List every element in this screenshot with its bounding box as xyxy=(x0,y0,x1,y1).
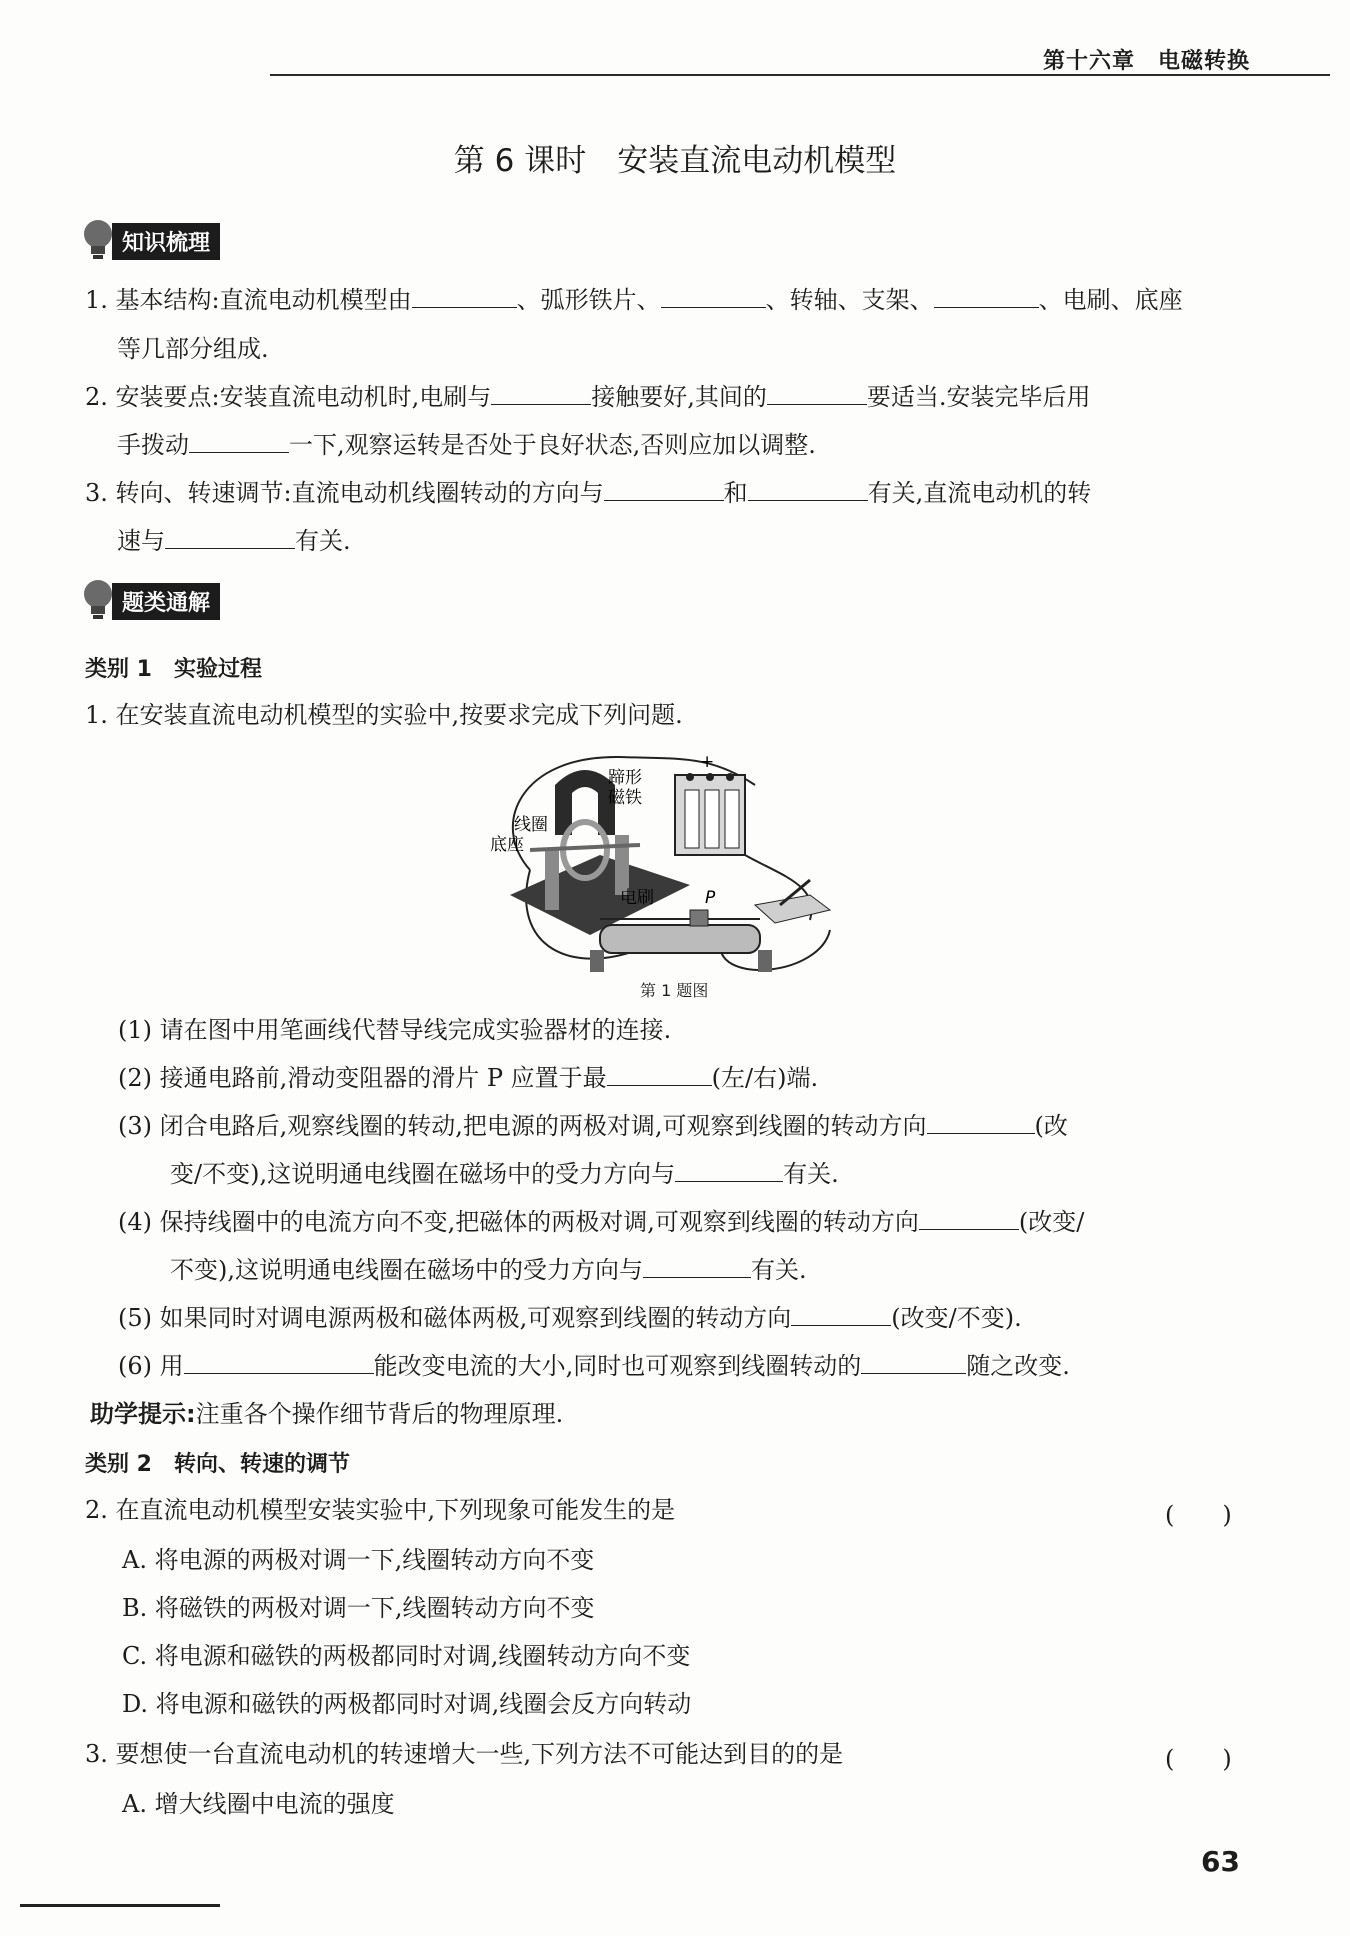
answer-parentheses[interactable]: ( ) xyxy=(1165,1745,1232,1773)
text: 2. 安装要点:安装直流电动机时,电刷与 xyxy=(85,383,492,411)
knowledge-item-1-cont: 等几部分组成. xyxy=(117,335,269,363)
text: 手拨动 xyxy=(117,431,189,459)
text: (改变/不变). xyxy=(891,1304,1022,1332)
knowledge-item-1 xyxy=(85,285,1183,315)
text: 要适当.安装完毕后用 xyxy=(866,383,1091,411)
problem-1-part-4-cont xyxy=(170,1255,807,1285)
section-knowledge xyxy=(80,218,220,264)
text: 、转轴、支架、 xyxy=(765,286,934,314)
text: (改变/ xyxy=(1018,1208,1085,1236)
answer-blank[interactable] xyxy=(919,1207,1019,1230)
hint-text: 注重各个操作细节背后的物理原理. xyxy=(195,1400,564,1428)
knowledge-item-3-cont xyxy=(117,526,351,556)
text: (5) 如果同时对调电源两极和磁体两极,可观察到线圈的转动方向 xyxy=(118,1304,792,1332)
answer-blank[interactable] xyxy=(604,478,724,501)
text: (改 xyxy=(1034,1112,1068,1140)
text: 和 xyxy=(723,479,748,507)
text: 有关,直流电动机的转 xyxy=(867,479,1092,507)
problem-1-part-4 xyxy=(118,1207,1084,1237)
section-label: 知识梳理 xyxy=(112,223,220,260)
text: 随之改变. xyxy=(966,1352,1070,1380)
option-b[interactable]: B. 将磁铁的两极对调一下,线圈转动方向不变 xyxy=(122,1594,595,1622)
chapter-header: 第十六章 电磁转换 xyxy=(1042,49,1250,74)
section-label: 题类通解 xyxy=(112,583,220,620)
text: 有关. xyxy=(783,1160,839,1188)
text: 接触要好,其间的 xyxy=(591,383,767,411)
figure-label-base: 底座 xyxy=(490,835,524,855)
lightbulb-icon xyxy=(80,578,116,624)
answer-blank[interactable] xyxy=(412,285,517,308)
figure-label-magnet: 磁铁 xyxy=(608,788,642,808)
problem-1-part-3-cont xyxy=(170,1159,839,1189)
text: 、弧形铁片、 xyxy=(516,286,661,314)
study-hint xyxy=(90,1399,563,1429)
text: (6) 用 xyxy=(118,1352,184,1380)
answer-parentheses[interactable]: ( ) xyxy=(1165,1501,1232,1529)
knowledge-item-2-cont xyxy=(117,430,816,460)
text: 不变),这说明通电线圈在磁场中的受力方向与 xyxy=(170,1256,643,1284)
figure-caption: 第 1 题图 xyxy=(640,981,709,1000)
problem-3-stem: 3. 要想使一台直流电动机的转速增大一些,下列方法不可能达到目的的是 xyxy=(85,1740,844,1768)
motor-circuit-figure xyxy=(490,745,870,995)
text: 一下,观察运转是否处于良好状态,否则应加以调整. xyxy=(289,431,816,459)
figure-label-slider: P xyxy=(705,888,716,908)
problem-1-part-1: (1) 请在图中用笔画线代替导线完成实验器材的连接. xyxy=(118,1016,672,1044)
figure-label-brush: 电刷 xyxy=(620,888,654,908)
knowledge-item-3 xyxy=(85,478,1091,508)
option-a[interactable]: A. 增大线圈中电流的强度 xyxy=(122,1790,395,1818)
text: 变/不变),这说明通电线圈在磁场中的受力方向与 xyxy=(170,1160,676,1188)
text: (3) 闭合电路后,观察线圈的转动,把电源的两极对调,可观察到线圈的转动方向 xyxy=(118,1112,927,1140)
footer-rule xyxy=(20,1904,220,1907)
problem-1-part-5 xyxy=(118,1303,1022,1333)
text: 有关. xyxy=(295,527,351,555)
answer-blank[interactable] xyxy=(927,1111,1035,1134)
hint-label: 助学提示: xyxy=(90,1400,196,1428)
answer-blank[interactable] xyxy=(791,1303,891,1326)
text: (2) 接通电路前,滑动变阻器的滑片 P 应置于最 xyxy=(118,1064,607,1092)
answer-blank[interactable] xyxy=(767,382,867,405)
option-a[interactable]: A. 将电源的两极对调一下,线圈转动方向不变 xyxy=(122,1546,595,1574)
knife-switch xyxy=(755,880,830,923)
lesson-title: 第 6 课时 安装直流电动机模型 xyxy=(453,143,897,179)
problem-1-part-3 xyxy=(118,1111,1068,1141)
answer-blank[interactable] xyxy=(491,382,591,405)
category-heading: 类别 2 转向、转速的调节 xyxy=(85,1452,350,1477)
header-rule xyxy=(270,74,1330,76)
option-d[interactable]: D. 将电源和磁铁的两极都同时对调,线圈会反方向转动 xyxy=(122,1690,692,1718)
figure-label-coil: 线圈 xyxy=(514,815,548,835)
answer-blank[interactable] xyxy=(643,1255,751,1278)
answer-blank[interactable] xyxy=(607,1063,712,1086)
problem-2-stem: 2. 在直流电动机模型安装实验中,下列现象可能发生的是 xyxy=(85,1496,676,1524)
problem-1-part-6 xyxy=(118,1351,1070,1381)
lightbulb-icon xyxy=(80,218,116,264)
battery-pack xyxy=(675,773,745,855)
answer-blank[interactable] xyxy=(189,430,289,453)
text: (4) 保持线圈中的电流方向不变,把磁体的两极对调,可观察到线圈的转动方向 xyxy=(118,1208,919,1236)
text: 、电刷、底座 xyxy=(1038,286,1183,314)
text: 1. 基本结构:直流电动机模型由 xyxy=(85,286,412,314)
answer-blank[interactable] xyxy=(861,1351,966,1374)
figure-label-plus: + xyxy=(700,752,715,772)
horseshoe-magnet xyxy=(555,770,615,835)
rheostat xyxy=(590,910,772,972)
text: (左/右)端. xyxy=(711,1064,819,1092)
category-heading: 类别 1 实验过程 xyxy=(85,657,262,682)
text: 3. 转向、转速调节:直流电动机线圈转动的方向与 xyxy=(85,479,604,507)
problem-1-part-2 xyxy=(118,1063,818,1093)
page-number: 63 xyxy=(1201,1845,1240,1878)
answer-blank[interactable] xyxy=(184,1351,374,1374)
answer-blank[interactable] xyxy=(748,478,868,501)
answer-blank[interactable] xyxy=(661,285,766,308)
text: 能改变电流的大小,同时也可观察到线圈转动的 xyxy=(373,1352,862,1380)
problem-1-stem: 1. 在安装直流电动机模型的实验中,按要求完成下列问题. xyxy=(85,701,683,729)
answer-blank[interactable] xyxy=(675,1159,783,1182)
support-left xyxy=(545,850,559,910)
option-c[interactable]: C. 将电源和磁铁的两极都同时对调,线圈转动方向不变 xyxy=(122,1642,691,1670)
text: 速与 xyxy=(117,527,165,555)
section-problems xyxy=(80,578,220,624)
text: 有关. xyxy=(751,1256,807,1284)
answer-blank[interactable] xyxy=(165,526,295,549)
knowledge-item-2 xyxy=(85,382,1091,412)
answer-blank[interactable] xyxy=(934,285,1039,308)
figure-label-magnet: 蹄形 xyxy=(608,768,642,788)
